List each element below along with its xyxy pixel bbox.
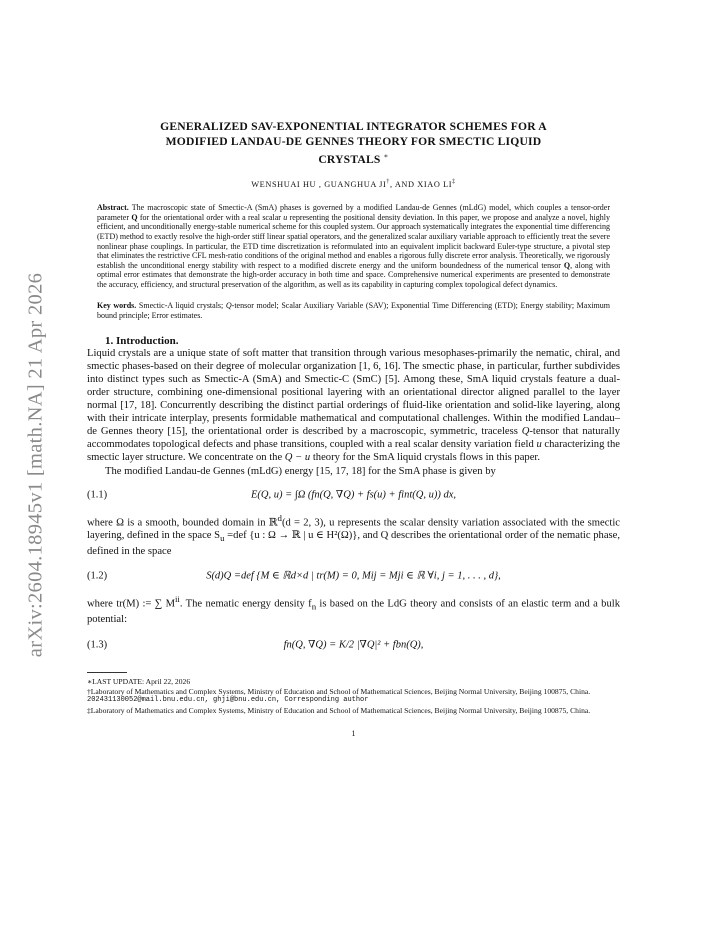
intro-p4-d: is based on the LdG theory and consists of an elastic term and a bulk potential:	[87, 598, 620, 626]
equation-1-1	[87, 478, 620, 512]
footnote-update: ∗LAST UPDATE: April 22, 2026	[87, 677, 191, 687]
trace-superscript: ii	[174, 593, 180, 604]
intro-p1-a: Liquid crystals are a unique state of soft matter that transition through various mesophases-primarily the nematic, chiral, and smectic phases-based on their degree of molecular organization [1, 6, 16]. The smectic phase, in particular, further subdivides into distinct types such as Smectic-A (SmA) and Smectic-C (SmC) [5]. Among these, SmA liquid crystals feature a dual-order structure, combining one-dimensional positional layering with an orientational director aligned parallel to the layer normal [17, 18]. Concurrently describing the distinct partial orderings of fluid-like orientation and solid-like layering, along with their intricate interplay, presents formidable mathematical and computational challenges. Within the modified Landau–de Gennes theory [15], the orientational order is described by a macroscopic, symmetric, traceless	[87, 347, 620, 438]
title-line-2: MODIFIED LANDAU-DE GENNES THEORY FOR SMECTIC LIQUID	[165, 134, 542, 148]
author-3-mark: ‡	[452, 179, 456, 186]
intro-p1-u: u	[536, 439, 542, 451]
title-line-1: GENERALIZED SAV-EXPONENTIAL INTEGRATOR SCHEMES FOR A	[160, 120, 547, 133]
equation-1-3-expression: fn(Q, ∇Q) = K/2 |∇Q|² + fbn(Q),	[283, 639, 424, 651]
intro-p3-c: =def {u : Ω → ℝ | u ∈ H²(Ω)}, and Q describes the orientational order of the nematic phase, defined in the space	[87, 530, 620, 558]
intro-p1-qu: Q − u	[284, 452, 311, 464]
intro-p1-d: theory for the SmA liquid crystals flows in this paper.	[310, 452, 541, 464]
intro-p4-a: where tr(M) := ∑	[87, 598, 163, 610]
section-heading	[105, 335, 620, 347]
title-line-3	[87, 149, 620, 167]
author-3: XIAO LI	[417, 180, 453, 190]
title-footnote-mark: ∗	[383, 152, 389, 160]
intro-paragraph-1	[87, 347, 620, 465]
author-list	[87, 179, 620, 189]
section-title: Introduction.	[116, 334, 179, 347]
space-su-subscript: u	[220, 533, 225, 544]
arxiv-id-text: arXiv:2604.18945v1 [math.NA] 21 Apr 2026	[24, 272, 47, 658]
paper-page	[87, 120, 620, 738]
author-separator-2: , AND	[389, 180, 418, 190]
arxiv-side-identifier	[20, 245, 52, 685]
equation-1-2	[87, 559, 620, 593]
keywords-label: Key words.	[97, 301, 137, 311]
abstract-text-3: representing the positional density deviation. In this paper, we propose and analyze a novel, highly efficient, and unconditionally energy-stable numerical scheme for this coupled system. Our approach systematically integrates the exponential time differencing (ETD) method to exactly resolve the high-order stiff linear spatial operators, and the generalized scalar auxiliary variable approach to efficiently treat the severe nonlinear phase couplings. In particular, the ETD time discretization is reformulated into an equivalent implicit backward Euler-type structure, a pivotal step that eliminates the restrictive CFL mesh-ratio conditions of the original method and enables a rigorous fully discrete error analysis. Theoretically, we rigorously establish the unconditional energy stability with respect to a modified discrete energy and the uniform boundedness of the numerical tensor	[97, 212, 610, 270]
keywords-text-2: -tensor model; Scalar Auxiliary Variable (SAV); Exponential Time Differencing (ETD); Energy stability; Maximum bound principle; Error estimates.	[97, 301, 611, 321]
abstract-q-symbol-2: Q	[563, 260, 571, 270]
footnote-emails: 202431130052@mail.bnu.edu.cn, ghji@bnu.edu.cn, Corresponding author	[87, 696, 369, 705]
intro-paragraph-2: The modified Landau-de Gennes (mLdG) energy [15, 17, 18] for the SmA phase is given by	[105, 465, 496, 477]
paper-title	[87, 120, 620, 167]
footnotes	[87, 677, 620, 715]
intro-paragraph-3	[87, 512, 620, 559]
intro-p1-b: -tensor that naturally accommodates topological defects and phase transitions, coupled with a real scalar density variation field	[87, 426, 620, 451]
author-2-mark: †	[386, 179, 390, 186]
intro-p1-q: Q	[521, 426, 530, 438]
footnote-affiliation-2: ‡Laboratory of Mathematics and Complex Systems, Ministry of Education and School of Mathematical Sciences, Beijing Normal University, Beijing 100875, China.	[87, 705, 591, 715]
abstract-label: Abstract.	[97, 203, 129, 213]
title-line-3-text: CRYSTALS	[318, 152, 381, 166]
intro-body	[87, 347, 620, 665]
intro-p4-c: . The nematic energy density f	[179, 598, 312, 610]
footnote-rule	[87, 672, 127, 673]
intro-p1-c: characterizing the smectic layer structure. We concentrate on the	[87, 439, 620, 464]
abstract-text-1: The macroscopic state of Smectic-A (SmA) phases is governed by a modified Landau-de Gennes (mLdG) model, which couples a tensor-order parameter	[97, 203, 610, 222]
equation-1-1-number: (1.1)	[87, 489, 108, 501]
abstract	[97, 203, 610, 289]
equation-1-2-expression: S(d)Q =def {M ∈ ℝd×d | tr(M) = 0, Mij = Mji ∈ ℝ ∀i, j = 1, . . . , d},	[206, 569, 501, 581]
equation-1-3	[87, 626, 620, 664]
equation-1-2-number: (1.2)	[87, 569, 108, 581]
keywords	[97, 301, 610, 320]
equation-1-3-number: (1.3)	[87, 639, 108, 651]
abstract-text-4: , along with optimal error estimates that demonstrate the high-order accuracy in both time and space. Comprehensive numerical experiments are presented to demonstrate the accuracy, efficiency, and structural preservation of the algorithm, as well as its capability in capturing complex topological defect dynamics.	[97, 260, 610, 289]
intro-paragraph-4	[87, 593, 620, 627]
section-number: 1.	[105, 334, 114, 347]
keywords-text-1: Smectic-A liquid crystals;	[138, 301, 226, 311]
intro-p3-b: (d = 2, 3), u represents the scalar density variation associated with the smectic layering, defined in the space S	[87, 517, 620, 542]
page-number: 1	[351, 728, 356, 738]
intro-p3-a: where Ω is a smooth, bounded domain in ℝ	[87, 517, 278, 529]
fn-subscript: n	[311, 601, 317, 612]
intro-p4-b: M	[162, 598, 175, 610]
intro-p3-sup: d	[277, 512, 282, 523]
keywords-q-symbol: Q	[225, 301, 232, 311]
author-1: WENSHUAI HU	[251, 180, 317, 190]
footnote-affiliation-1: †Laboratory of Mathematics and Complex Systems, Ministry of Education and School of Mathematical Sciences, Beijing Normal University, Beijing 100875, China.	[87, 686, 591, 696]
author-separator-1: ,	[316, 180, 325, 190]
author-2: GUANGHUA JI	[324, 180, 387, 190]
equation-1-1-expression: E(Q, u) = ∫Ω (fn(Q, ∇Q) + fs(u) + fint(Q, u)) dx,	[251, 489, 456, 501]
abstract-text-2: for the orientational order with a real scalar	[137, 212, 284, 222]
abstract-u-symbol: u	[283, 212, 288, 222]
abstract-q-symbol: Q	[131, 212, 138, 222]
